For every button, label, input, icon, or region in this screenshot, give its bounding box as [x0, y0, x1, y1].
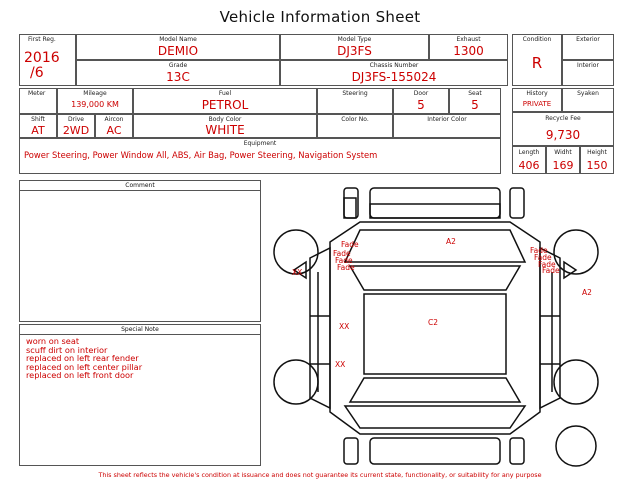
history-label: History: [526, 90, 548, 97]
seat-value: 5: [471, 98, 479, 112]
model-name-label: Model Name: [159, 36, 197, 43]
fuel-value: PETROL: [201, 98, 249, 112]
front-bumper-shape: [344, 198, 356, 218]
history-cell: [512, 88, 562, 112]
shift-label: Shift: [31, 116, 45, 123]
grade-cell: [76, 60, 280, 86]
aircon-cell: [95, 114, 133, 138]
chassis-cell: [280, 60, 508, 86]
shift-cell: [19, 114, 57, 138]
mileage-label: Mileage: [83, 90, 107, 97]
special-note-item: replaced on left rear fender: [26, 353, 139, 364]
condition-label: Condition: [522, 36, 552, 43]
damage-mark-left-door: XX: [292, 268, 303, 277]
roof-panel: [364, 294, 506, 374]
damage-mark-right: A2: [582, 288, 592, 297]
color-no-cell: [317, 114, 393, 138]
model-type-cell: [280, 34, 429, 60]
exterior-label: Exterior: [576, 36, 600, 43]
disclaimer-footer: This sheet reflects the vehicle's condition at issuance and does not guarantee its current state, functionality, or suitability for any purpose: [98, 471, 542, 479]
damage-mark-left-door: XX: [339, 322, 350, 331]
damage-mark-right: Fade: [542, 266, 560, 275]
damage-mark-left-door: XX: [335, 360, 346, 369]
damage-mark-left: Fade: [337, 263, 355, 272]
rear-bumper-shape: [510, 438, 524, 464]
damage-mark-left: Fade: [341, 240, 359, 249]
comment-box: [19, 180, 261, 322]
mileage-value: 139,000 KM: [71, 100, 119, 109]
drive-value: 2WD: [62, 124, 90, 137]
first-reg-label: First Reg.: [28, 36, 56, 43]
model-type-label: Model Type: [337, 36, 372, 43]
width-label: Widht: [554, 149, 572, 156]
spare-wheel: [556, 426, 596, 466]
exhaust-value: 1300: [453, 44, 484, 58]
first-reg-cell: [19, 34, 76, 86]
syaken-label: Syaken: [577, 90, 599, 97]
mileage-cell: [57, 88, 133, 114]
windshield: [350, 266, 520, 290]
front-grille-shape: [370, 188, 500, 218]
door-cell: [393, 88, 449, 114]
damage-mark-hood: A2: [446, 237, 456, 246]
left-side-panels: [310, 248, 330, 408]
model-type-value: DJ3FS: [337, 44, 372, 58]
condition-value: R: [531, 54, 543, 72]
meter-cell: [19, 88, 57, 114]
drive-cell: [57, 114, 95, 138]
comment-header: Comment: [20, 181, 260, 191]
tailgate-panel: [345, 406, 525, 428]
right-mirror: [564, 262, 576, 278]
drive-label: Drive: [68, 116, 84, 123]
recycle-fee-label: Recycle Fee: [545, 115, 581, 122]
height-label: Height: [587, 149, 607, 156]
front-bumper-shape: [510, 188, 524, 218]
special-note-box: [19, 324, 261, 466]
special-note-list: [26, 337, 142, 380]
interior-color-label: Interior Color: [427, 116, 467, 123]
damage-mark-right: Fade: [534, 253, 552, 262]
left-rear-wheel: [274, 360, 318, 404]
chassis-value: DJ3FS-155024: [351, 70, 437, 84]
rear-bumper-shape: [344, 438, 358, 464]
damage-mark-right: Fade: [530, 246, 548, 255]
front-grille-shape: [370, 204, 500, 218]
fuel-label: Fuel: [218, 90, 232, 97]
special-note-item: worn on seat: [26, 336, 80, 346]
special-note-item: scuff dirt on interior: [26, 344, 108, 355]
interior-color-cell: [393, 114, 501, 138]
meter-label: Meter: [28, 90, 46, 97]
special-note-item: replaced on left front door: [26, 370, 134, 381]
rear-bumper-shape: [370, 438, 500, 464]
model-name-value: DEMIO: [157, 44, 199, 58]
steering-label: Steering: [342, 90, 368, 97]
exterior-cell: [562, 34, 614, 60]
equipment-value: Power Steering, Power Window All, ABS, Air Bag, Power Steering, Navigation System: [24, 150, 378, 160]
color-no-label: Color No.: [341, 116, 369, 123]
grade-label: Grade: [168, 62, 188, 69]
seat-label: Seat: [468, 90, 482, 97]
length-cell: [512, 146, 546, 174]
damage-mark-right: Fade: [538, 260, 556, 269]
car-diagram: [270, 182, 620, 470]
height-value: 150: [586, 159, 608, 172]
right-front-wheel: [554, 230, 598, 274]
interior-cell: [562, 60, 614, 86]
special-note-header: Special Note: [20, 325, 260, 335]
equipment-label: Equipment: [243, 140, 277, 147]
special-note-item: replaced on left center pillar: [26, 361, 143, 372]
condition-cell: [512, 34, 562, 86]
body-color-cell: [133, 114, 317, 138]
recycle-fee-value: 9,730: [545, 128, 581, 142]
seat-cell: [449, 88, 501, 114]
body-color-label: Body Color: [208, 116, 242, 123]
door-label: Door: [413, 90, 429, 97]
steering-cell: [317, 88, 393, 114]
length-value: 406: [518, 159, 540, 172]
exhaust-label: Exhaust: [456, 36, 481, 43]
width-cell: [546, 146, 580, 174]
length-label: Length: [518, 149, 540, 156]
width-value: 169: [552, 159, 574, 172]
shift-value: AT: [31, 124, 45, 137]
exhaust-cell: [429, 34, 508, 60]
aircon-value: AC: [106, 124, 122, 137]
height-cell: [580, 146, 614, 174]
equipment-cell: [19, 138, 501, 174]
syaken-cell: [562, 88, 614, 112]
chassis-label: Chassis Number: [369, 62, 419, 69]
model-name-cell: [76, 34, 280, 60]
recycle-fee-cell: [512, 112, 614, 146]
fuel-cell: [133, 88, 317, 114]
damage-mark-left: Fade: [335, 256, 353, 265]
damage-mark-left: Fade: [333, 249, 351, 258]
hood-panel: [345, 230, 525, 262]
body-color-value: WHITE: [205, 123, 245, 137]
damage-mark-roof: C2: [428, 318, 439, 327]
history-value: PRIVATE: [522, 100, 552, 108]
first-reg-year: 2016: [24, 50, 60, 66]
first-reg-month: /6: [30, 65, 44, 81]
sheet-title: Vehicle Information Sheet: [219, 8, 421, 26]
door-value: 5: [417, 98, 425, 112]
interior-label: Interior: [577, 62, 599, 69]
aircon-label: Aircon: [104, 116, 124, 123]
grade-value: 13C: [166, 70, 190, 84]
rear-window: [350, 378, 520, 402]
